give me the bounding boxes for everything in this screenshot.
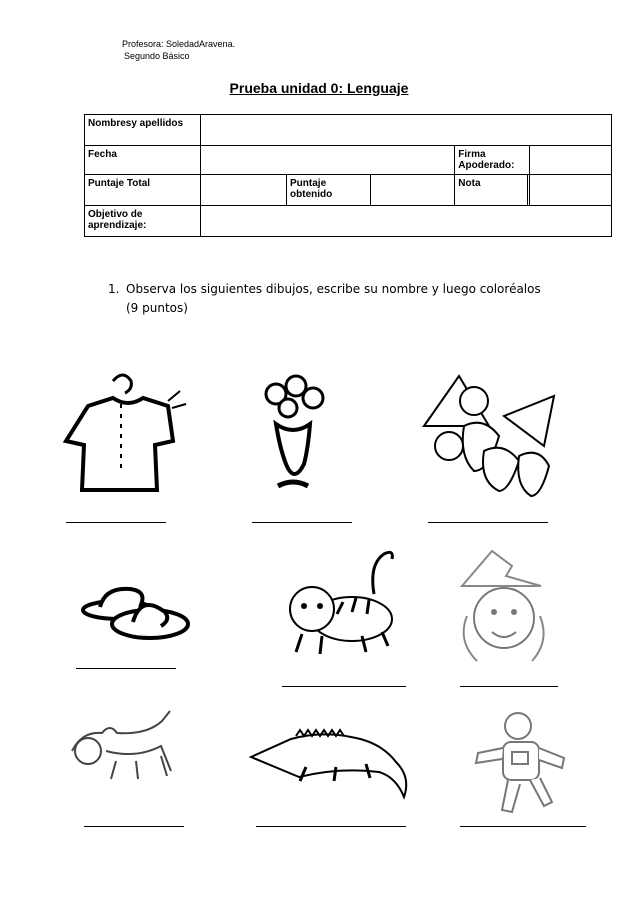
answer-line-3[interactable] <box>428 522 548 523</box>
name-field[interactable] <box>201 115 612 146</box>
instruction-points: (9 puntos) <box>126 301 188 315</box>
witch-drawing <box>452 546 556 664</box>
obtained-score-label: Puntaje obtenido <box>287 175 371 206</box>
total-score-field[interactable] <box>201 175 287 206</box>
grade-field[interactable] <box>530 175 612 206</box>
date-field[interactable] <box>201 146 455 175</box>
answer-line-1[interactable] <box>66 522 166 523</box>
answer-line-2[interactable] <box>252 522 352 523</box>
grade-level: Segundo Básico <box>124 51 190 61</box>
answer-line-8[interactable] <box>256 826 406 827</box>
instruction-1 <box>108 280 541 318</box>
dog-drawing <box>66 706 186 786</box>
document-header <box>122 38 235 62</box>
answer-line-7[interactable] <box>84 826 184 827</box>
objective-field <box>201 206 612 237</box>
answer-line-9[interactable] <box>460 826 586 827</box>
date-label: Fecha <box>85 146 201 175</box>
teacher-name: Profesora: SoledadAravena. <box>122 39 236 49</box>
name-label: Nombresy apellidos <box>85 115 201 146</box>
signature-label: Firma Apoderado: <box>455 146 530 175</box>
objective-label: Objetivo de aprendizaje: <box>85 206 201 237</box>
answer-line-5[interactable] <box>282 686 406 687</box>
hats-drawing <box>78 582 188 652</box>
student-info-table <box>84 114 612 237</box>
total-score-label: Puntaje Total <box>85 175 201 206</box>
answer-line-6[interactable] <box>460 686 558 687</box>
obtained-score-field[interactable] <box>371 175 455 206</box>
signature-field[interactable] <box>530 146 612 175</box>
page-title: Prueba unidad 0: Lenguaje <box>229 80 409 96</box>
crocodile-drawing <box>246 712 416 802</box>
instruction-number: 1. <box>108 282 120 296</box>
grade-label: Nota <box>455 175 528 206</box>
instruction-text: Observa los siguientes dibujos, escribe su nombre y luego coloréalos <box>126 282 541 296</box>
strawberries-drawing <box>414 366 564 501</box>
astronaut-drawing <box>470 708 580 818</box>
shirt-drawing <box>68 366 188 496</box>
flower-vase-drawing <box>258 376 328 496</box>
answer-line-4[interactable] <box>76 668 176 669</box>
tiger-cub-drawing <box>282 544 412 662</box>
